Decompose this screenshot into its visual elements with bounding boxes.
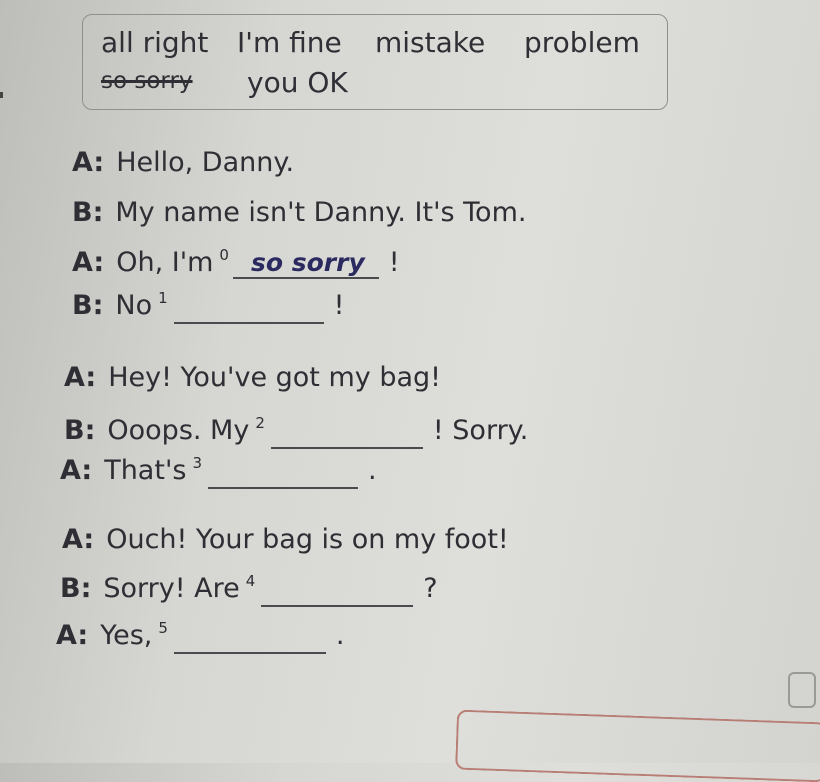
line-end: ! Sorry.: [432, 415, 529, 446]
checkbox-edge: [788, 672, 816, 708]
speaker-label: B:: [72, 290, 104, 321]
answer-blank-2[interactable]: [271, 445, 423, 449]
line-text: Oh, I'm: [116, 247, 214, 278]
line-end: .: [367, 455, 377, 486]
dialogue-line: [72, 247, 400, 279]
item-number: 2: [255, 414, 265, 432]
line-end: .: [335, 620, 345, 651]
line-text: No: [115, 290, 153, 321]
line-text: Yes,: [100, 620, 153, 651]
line-text: Hey! You've got my bag!: [108, 362, 441, 393]
speaker-label: B:: [72, 197, 104, 228]
word-bank-item: you OK: [247, 66, 348, 99]
dialogue-line: [56, 620, 345, 651]
item-number: 0: [219, 246, 229, 264]
line-text: Hello, Danny.: [116, 147, 295, 178]
line-text: Ooops. My: [107, 415, 250, 446]
next-exercise-frame: [455, 710, 820, 782]
line-text: That's: [104, 455, 187, 486]
line-end: !: [388, 247, 400, 278]
answer-blank-5[interactable]: [174, 650, 326, 654]
dialogue-line: [60, 455, 377, 486]
dialogue-line: [64, 415, 528, 446]
line-text: Sorry! Are: [103, 573, 240, 604]
speaker-label: A:: [64, 362, 97, 393]
speaker-label: A:: [56, 620, 89, 651]
dialogue-line: [60, 573, 438, 604]
answer-blank-4[interactable]: [261, 603, 413, 607]
item-number: 5: [158, 619, 168, 637]
dialogue-line: [72, 147, 294, 178]
word-bank-item-used: so sorry: [101, 68, 193, 94]
page-edge-mark: [0, 92, 3, 98]
line-text: Ouch! Your bag is on my foot!: [106, 524, 509, 555]
word-bank-item: mistake: [375, 26, 486, 59]
line-end: !: [333, 290, 345, 321]
word-bank-item: problem: [524, 26, 640, 59]
speaker-label: B:: [60, 573, 92, 604]
word-bank-item: all right: [101, 26, 209, 59]
dialogue-line: [72, 290, 344, 321]
word-bank-item: I'm fine: [237, 26, 342, 59]
answer-blank-3[interactable]: [208, 485, 358, 489]
item-number: 3: [192, 454, 202, 472]
speaker-label: B:: [64, 415, 96, 446]
speaker-label: A:: [60, 455, 93, 486]
item-number: 1: [158, 289, 168, 307]
example-answer: so sorry: [233, 248, 379, 279]
speaker-label: A:: [72, 147, 105, 178]
speaker-label: A:: [62, 524, 95, 555]
line-text: My name isn't Danny. It's Tom.: [115, 197, 527, 228]
line-end: ?: [423, 573, 438, 604]
dialogue-line: [72, 197, 526, 228]
dialogue-line: [64, 362, 441, 393]
item-number: 4: [245, 572, 256, 590]
speaker-label: A:: [72, 247, 105, 278]
answer-blank-1[interactable]: [174, 320, 324, 324]
dialogue-line: [62, 524, 509, 555]
